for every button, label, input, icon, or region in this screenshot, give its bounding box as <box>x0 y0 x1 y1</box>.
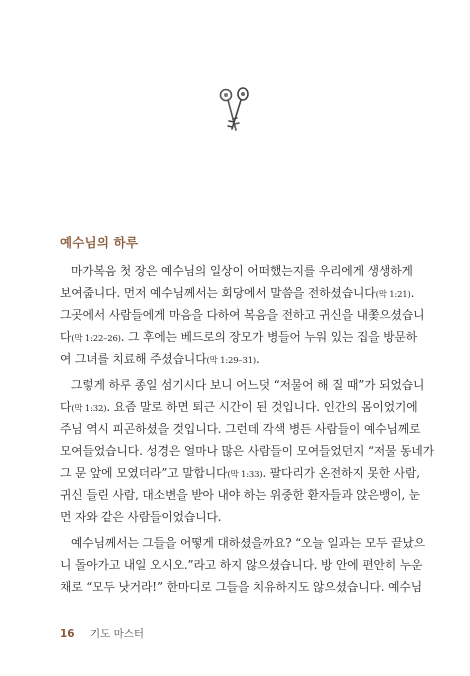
line-text: 모여들었습니다. 성경은 얼마나 많은 사람들이 모여들었던지 “저물 동네가 <box>60 444 435 458</box>
line-text: 주님 역시 피곤하셨을 것입니다. 그런데 각색 병든 사람들이 예수님께로 <box>60 422 421 436</box>
line-text: 그곳에서 사람들에게 마음을 다하여 복음을 전하고 귀신을 내쫓으셨습니 <box>60 308 425 322</box>
page-number: 16 <box>60 628 75 640</box>
book-title: 기도 마스터 <box>89 628 145 640</box>
line-text: 여 그녀를 치료해 주셨습니다 <box>60 352 207 366</box>
scripture-reference: (막 1:32) <box>71 404 107 414</box>
text-line <box>60 554 423 576</box>
text-line <box>60 532 425 554</box>
line-text: 마가복음 첫 장은 예수님의 일상이 어떠했는지를 우리에게 생생하게 <box>71 264 413 278</box>
scripture-reference: (막 1:29–31) <box>206 356 257 366</box>
scripture-reference: (막 1:22–26) <box>71 334 121 344</box>
text-line <box>60 484 421 506</box>
line-text-after: . 팔다리가 온전하지 못한 사람, <box>262 466 420 480</box>
line-text: 그렇게 하루 종일 섬기시다 보니 어느덧 “저물어 해 질 때”가 되었습니 <box>71 378 425 392</box>
text-line <box>60 462 420 484</box>
line-text: 그 문 앞에 모였더라”고 말합니다 <box>60 466 228 480</box>
text-line <box>60 506 404 528</box>
line-text-after: . <box>410 286 415 300</box>
line-text: 먼 자와 같은 사람들이었습니다. <box>60 510 222 524</box>
text-line <box>60 396 418 418</box>
line-text: 보여줍니다. 먼저 예수님께서는 회당에서 말씀을 전하셨습니다 <box>60 286 376 300</box>
body-text <box>60 260 435 598</box>
line-text: 채로 “모두 낫거라!” 한마디로 그들을 치유하지도 않으셨습니다. 예수님 <box>60 580 422 594</box>
scripture-reference: (막 1:21) <box>375 290 411 300</box>
text-line <box>60 304 425 326</box>
text-line <box>60 326 418 348</box>
scripture-reference: (막 1:33) <box>227 470 263 480</box>
line-text: 니 돌아가고 내일 오시오.”라고 하지 않으셨습니다. 방 안에 편안히 누운 <box>60 558 423 572</box>
text-line <box>60 418 421 440</box>
text-line <box>60 374 425 396</box>
line-text: 다 <box>60 400 72 414</box>
line-text-after: . <box>256 352 260 366</box>
keys-icon <box>212 86 256 134</box>
line-text-after: . 그 후에는 베드로의 장모가 병들어 누워 있는 집을 방문하 <box>120 330 418 344</box>
text-line <box>60 440 435 462</box>
text-line <box>60 576 422 598</box>
line-text-after: . 요즘 말로 하면 퇴근 시간이 된 것입니다. 인간의 몸이었기에 <box>106 400 418 414</box>
section-title: 예수님의 하루 <box>60 235 139 250</box>
text-line <box>60 260 413 282</box>
text-line <box>60 282 415 304</box>
line-text: 예수님께서는 그들을 어떻게 대하셨을까요? “오늘 일과는 모두 끝났으 <box>71 536 425 550</box>
line-text: 다 <box>60 330 72 344</box>
page-footer <box>60 626 144 641</box>
line-text: 귀신 들린 사람, 대소변을 받아 내야 하는 위중한 환자들과 앉은뱅이, 눈 <box>60 488 421 502</box>
text-line <box>60 348 404 370</box>
